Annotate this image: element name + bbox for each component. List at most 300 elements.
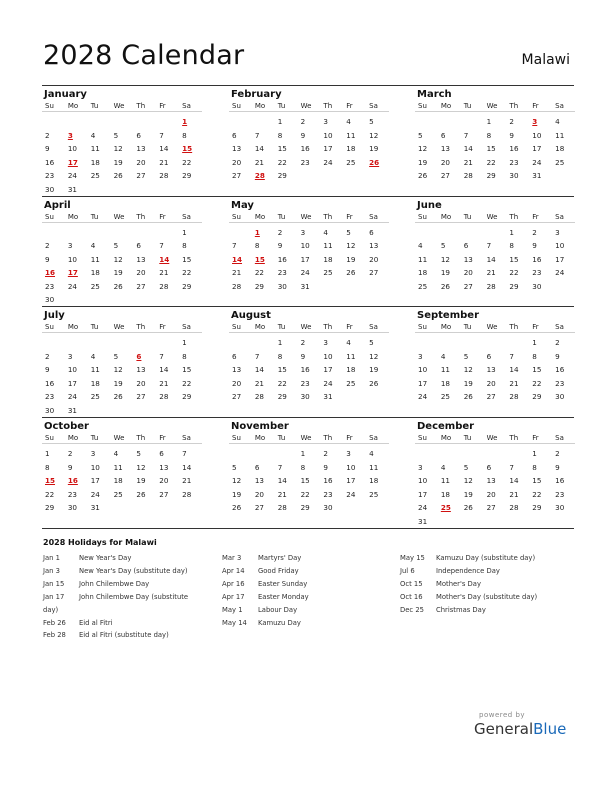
holiday-item xyxy=(222,604,397,617)
calendar-date: 9 xyxy=(277,241,283,251)
calendar-date: 6 xyxy=(159,449,164,459)
holiday-date-label: Jan 1 xyxy=(43,554,60,562)
empty-cell xyxy=(461,226,484,240)
calendar-date: 15 xyxy=(182,365,192,375)
calendar-date: 23 xyxy=(532,268,542,278)
weekday-label: Mo xyxy=(438,433,461,444)
weekday-label: We xyxy=(111,322,134,333)
calendar-date: 18 xyxy=(346,365,356,375)
holiday-date: 6 xyxy=(136,351,142,361)
calendar-date: 21 xyxy=(463,157,473,167)
calendar-date: 10 xyxy=(300,241,310,251)
empty-cell xyxy=(506,447,529,461)
holiday-name: Easter Sunday xyxy=(258,579,308,588)
weekday-label: Su xyxy=(229,322,252,333)
weekday-header xyxy=(229,212,389,226)
calendar-date: 29 xyxy=(182,171,192,180)
calendar-date: 2 xyxy=(300,338,306,348)
empty-cell xyxy=(252,115,275,129)
calendar-date: 24 xyxy=(346,489,356,499)
calendar-date: 28 xyxy=(486,281,496,291)
calendar-date: 26 xyxy=(369,378,379,388)
weekday-label: We xyxy=(484,212,507,223)
calendar-date: 14 xyxy=(463,144,473,153)
calendar-date: 1 xyxy=(509,227,514,237)
empty-cell xyxy=(133,115,156,129)
holiday-date: 26 xyxy=(369,157,380,167)
calendar-date: 12 xyxy=(113,365,123,375)
calendar-date: 5 xyxy=(113,351,119,361)
calendar-date: 6 xyxy=(136,241,141,251)
calendar-date: 20 xyxy=(463,268,473,278)
weekday-label: We xyxy=(484,322,507,333)
weekday-label: Sa xyxy=(179,322,202,333)
holiday-date-label: Apr 14 xyxy=(222,566,245,575)
calendar-date: 27 xyxy=(254,503,264,513)
calendar-date: 14 xyxy=(254,144,264,153)
calendar-date: 21 xyxy=(182,476,192,486)
holiday-date-label: Mar 3 xyxy=(222,554,242,562)
holiday-item xyxy=(400,565,575,578)
holiday-date-label: Dec 25 xyxy=(400,605,424,614)
calendar-date: 2 xyxy=(45,130,50,140)
calendar-date: 30 xyxy=(45,295,55,305)
calendar-date: 21 xyxy=(509,378,519,388)
calendar-date: 16 xyxy=(509,144,519,153)
calendar-date: 10 xyxy=(323,351,333,361)
holiday-date-label: day) xyxy=(43,605,59,614)
calendar-date: 27 xyxy=(369,268,379,278)
calendar-date: 13 xyxy=(232,144,242,153)
calendar-date: 4 xyxy=(90,130,96,140)
calendar-date: 12 xyxy=(136,462,146,472)
calendar-date: 15 xyxy=(532,476,542,486)
calendar-date: 15 xyxy=(532,365,542,375)
calendar-date: 8 xyxy=(486,130,492,140)
weekday-label: Sa xyxy=(552,212,575,223)
weekday-label: Su xyxy=(415,101,438,112)
calendar-date: 30 xyxy=(45,184,55,194)
calendar-date: 23 xyxy=(323,489,333,499)
calendar-date: 2 xyxy=(555,449,560,459)
empty-cell xyxy=(156,226,179,240)
calendar-date: 28 xyxy=(277,503,287,513)
empty-cell xyxy=(88,226,111,240)
calendar-date: 7 xyxy=(463,130,469,140)
calendar-date: 15 xyxy=(300,476,310,486)
holiday-item xyxy=(43,617,218,630)
holiday-date: 16 xyxy=(45,268,56,278)
calendar-date: 1 xyxy=(532,338,537,348)
calendar-date: 14 xyxy=(509,365,519,375)
calendar-date: 9 xyxy=(509,130,514,140)
calendar-date: 23 xyxy=(300,378,310,388)
holiday-name: John Chilembwe Day xyxy=(79,579,150,588)
weekday-label: Mo xyxy=(252,322,275,333)
holiday-date-label: Feb 28 xyxy=(43,631,66,640)
weekday-label: Fr xyxy=(529,101,552,112)
calendar-date: 24 xyxy=(67,392,77,402)
calendar-date: 17 xyxy=(67,378,77,388)
holiday-date-label: May 1 xyxy=(222,605,243,614)
day-grid xyxy=(415,447,575,528)
weekday-label: Sa xyxy=(366,212,389,223)
weekday-label: Mo xyxy=(65,322,88,333)
calendar-date: 13 xyxy=(159,462,169,472)
weekday-label: Fr xyxy=(529,433,552,444)
empty-cell xyxy=(506,336,529,350)
calendar-date: 6 xyxy=(463,241,469,251)
weekday-label: Sa xyxy=(366,322,389,333)
weekday-label: Su xyxy=(229,433,252,444)
brand-general: General xyxy=(474,720,534,738)
day-grid xyxy=(42,115,202,196)
calendar-date: 3 xyxy=(418,462,423,472)
calendar-date: 29 xyxy=(532,392,542,402)
calendar-date: 6 xyxy=(232,130,237,140)
weekday-label: We xyxy=(111,101,134,112)
calendar-date: 17 xyxy=(418,378,428,388)
calendar-date: 18 xyxy=(418,268,428,278)
calendar-date: 20 xyxy=(486,378,496,388)
calendar-date: 24 xyxy=(300,268,310,278)
calendar-date: 31 xyxy=(418,516,428,526)
calendar-date: 9 xyxy=(532,241,537,251)
month-name: June xyxy=(417,199,442,211)
calendar-date: 16 xyxy=(532,254,542,264)
weekday-label: Tu xyxy=(275,212,298,223)
calendar-date: 18 xyxy=(440,378,450,388)
holiday-name: John Chilembwe Day (substitute xyxy=(79,592,189,601)
holiday-name: New Year's Day xyxy=(79,554,132,562)
holiday-date-label: Oct 16 xyxy=(400,592,423,601)
calendar-months xyxy=(42,85,574,529)
weekday-label: Sa xyxy=(366,101,389,112)
calendar-date: 12 xyxy=(418,144,428,153)
calendar-date: 7 xyxy=(159,351,164,361)
calendar-date: 2 xyxy=(67,449,73,459)
calendar-date: 19 xyxy=(463,489,473,499)
day-grid xyxy=(42,447,202,515)
weekday-label: Th xyxy=(320,101,343,112)
weekday-label: Tu xyxy=(275,101,298,112)
calendar-date: 9 xyxy=(45,365,50,375)
calendar-date: 24 xyxy=(532,157,542,167)
calendar-date: 7 xyxy=(159,241,164,251)
calendar-date: 21 xyxy=(254,378,264,388)
empty-cell xyxy=(461,115,484,129)
calendar-date: 28 xyxy=(159,392,169,402)
calendar-date: 21 xyxy=(159,157,169,167)
calendar-date: 4 xyxy=(346,338,351,348)
calendar-date: 24 xyxy=(418,392,428,402)
calendar-date: 22 xyxy=(277,378,287,388)
holiday-item xyxy=(222,578,397,591)
calendar-date: 19 xyxy=(232,489,242,499)
calendar-date: 29 xyxy=(300,503,310,513)
calendar-date: 12 xyxy=(232,476,242,486)
calendar-date: 22 xyxy=(486,157,496,167)
calendar-date: 16 xyxy=(300,144,310,153)
calendar-date: 28 xyxy=(182,489,192,499)
calendar-date: 12 xyxy=(113,144,123,153)
calendar-date: 14 xyxy=(182,462,192,472)
calendar-date: 21 xyxy=(159,268,169,278)
empty-cell xyxy=(156,115,179,129)
weekday-label: Su xyxy=(42,101,65,112)
calendar-date: 30 xyxy=(300,392,310,402)
generalblue-logo[interactable] xyxy=(474,720,566,738)
calendar-date: 17 xyxy=(90,476,100,486)
weekday-label: Fr xyxy=(343,212,366,223)
calendar-date: 18 xyxy=(90,157,100,167)
weekday-header xyxy=(415,433,575,447)
empty-cell xyxy=(438,226,461,240)
weekday-label: Tu xyxy=(461,101,484,112)
holiday-date-label: Jan 15 xyxy=(43,579,65,588)
month-september xyxy=(415,309,575,404)
holiday-name: Kamuzu Day (substitute day) xyxy=(436,554,536,562)
empty-cell xyxy=(461,336,484,350)
weekday-label: Mo xyxy=(65,212,88,223)
holiday-date: 16 xyxy=(67,476,78,486)
calendar-date: 7 xyxy=(277,462,283,472)
calendar-date: 2 xyxy=(45,351,50,361)
page-title: 2028 Calendar xyxy=(43,40,245,71)
calendar-date: 2 xyxy=(45,241,50,251)
calendar-date: 31 xyxy=(300,281,310,291)
month-march xyxy=(415,88,575,183)
holiday-date: 14 xyxy=(232,254,243,264)
weekday-label: Sa xyxy=(552,322,575,333)
day-grid xyxy=(415,115,575,183)
calendar-date: 3 xyxy=(346,449,351,459)
calendar-date: 12 xyxy=(440,254,450,264)
calendar-date: 29 xyxy=(182,392,192,402)
calendar-date: 10 xyxy=(67,254,77,264)
calendar-date: 5 xyxy=(232,462,237,472)
weekday-label: Fr xyxy=(529,212,552,223)
weekday-label: Su xyxy=(415,212,438,223)
calendar-date: 20 xyxy=(486,489,496,499)
calendar-date: 19 xyxy=(113,268,123,278)
calendar-date: 27 xyxy=(159,489,169,499)
holiday-item xyxy=(400,604,575,617)
calendar-date: 18 xyxy=(440,489,450,499)
calendar-date: 21 xyxy=(232,268,242,278)
calendar-date: 8 xyxy=(509,241,514,251)
weekday-label: We xyxy=(298,101,321,112)
holiday-date-label: Apr 16 xyxy=(222,579,245,588)
weekday-label: Fr xyxy=(156,212,179,223)
weekday-label: Sa xyxy=(552,101,575,112)
calendar-date: 1 xyxy=(45,449,50,459)
calendar-date: 5 xyxy=(440,241,446,251)
calendar-date: 12 xyxy=(346,241,356,251)
calendar-date: 8 xyxy=(182,241,187,251)
calendar-date: 17 xyxy=(323,144,333,153)
holiday-name: Mother's Day xyxy=(436,579,481,588)
calendar-date: 22 xyxy=(277,157,287,167)
calendar-date: 22 xyxy=(532,489,542,499)
calendar-date: 4 xyxy=(113,449,119,459)
calendar-date: 12 xyxy=(463,476,473,486)
calendar-date: 26 xyxy=(346,268,356,278)
calendar-date: 28 xyxy=(509,503,519,513)
weekday-label: Mo xyxy=(252,101,275,112)
calendar-date: 8 xyxy=(532,462,537,472)
weekday-label: Tu xyxy=(275,433,298,444)
holiday-date: 28 xyxy=(254,171,265,180)
empty-cell xyxy=(65,336,88,350)
calendar-date: 29 xyxy=(509,281,519,291)
empty-cell xyxy=(88,115,111,129)
month-october xyxy=(42,420,202,515)
empty-cell xyxy=(461,447,484,461)
calendar-date: 21 xyxy=(509,489,519,499)
calendar-date: 27 xyxy=(136,392,146,402)
weekday-label: Tu xyxy=(275,322,298,333)
calendar-date: 6 xyxy=(486,462,492,472)
calendar-date: 10 xyxy=(67,144,77,153)
calendar-date: 2 xyxy=(555,338,560,348)
weekday-label: Fr xyxy=(156,101,179,112)
calendar-date: 8 xyxy=(182,351,187,361)
month-august xyxy=(229,309,389,404)
weekday-label: Tu xyxy=(461,322,484,333)
calendar-date: 10 xyxy=(90,462,100,472)
calendar-date: 7 xyxy=(232,241,237,251)
weekday-label: We xyxy=(298,322,321,333)
calendar-date: 23 xyxy=(277,268,287,278)
calendar-date: 3 xyxy=(67,241,73,251)
calendar-date: 24 xyxy=(323,157,333,167)
country-name: Malawi xyxy=(521,52,570,68)
calendar-date: 3 xyxy=(555,227,560,237)
calendar-date: 12 xyxy=(113,254,123,264)
calendar-date: 17 xyxy=(300,254,310,264)
empty-cell xyxy=(42,336,65,350)
calendar-date: 25 xyxy=(440,392,450,402)
holiday-item xyxy=(43,591,218,604)
calendar-date: 8 xyxy=(254,241,260,251)
weekday-label: Su xyxy=(42,322,65,333)
calendar-date: 21 xyxy=(277,489,287,499)
calendar-date: 28 xyxy=(232,281,242,291)
calendar-date: 11 xyxy=(440,365,450,375)
calendar-date: 22 xyxy=(45,489,55,499)
calendar-date: 3 xyxy=(300,227,306,237)
holiday-date: 1 xyxy=(182,117,188,126)
weekday-label: Th xyxy=(320,212,343,223)
calendar-date: 11 xyxy=(323,241,333,251)
holiday-date: 1 xyxy=(254,227,260,237)
weekday-label: Mo xyxy=(438,212,461,223)
calendar-date: 1 xyxy=(182,338,187,348)
calendar-date: 5 xyxy=(369,117,374,126)
weekday-label: Mo xyxy=(65,101,88,112)
calendar-date: 25 xyxy=(90,171,100,180)
calendar-date: 4 xyxy=(440,462,446,472)
calendar-date: 3 xyxy=(90,449,96,459)
calendar-date: 22 xyxy=(254,268,264,278)
calendar-date: 29 xyxy=(254,281,264,291)
empty-cell xyxy=(438,336,461,350)
calendar-date: 9 xyxy=(323,462,328,472)
empty-cell xyxy=(415,226,438,240)
month-november xyxy=(229,420,389,515)
holiday-date-label: Apr 17 xyxy=(222,592,245,601)
calendar-date: 26 xyxy=(136,489,146,499)
calendar-date: 28 xyxy=(159,281,169,291)
month-name: December xyxy=(417,421,475,433)
calendar-date: 4 xyxy=(369,449,374,459)
calendar-date: 16 xyxy=(45,378,55,388)
calendar-date: 17 xyxy=(323,365,333,375)
calendar-date: 17 xyxy=(346,476,356,486)
calendar-date: 11 xyxy=(346,351,356,361)
weekday-label: Tu xyxy=(88,322,111,333)
calendar-date: 30 xyxy=(532,281,542,291)
calendar-date: 18 xyxy=(346,144,356,153)
calendar-date: 3 xyxy=(418,351,423,361)
calendar-date: 21 xyxy=(486,268,496,278)
calendar-date: 5 xyxy=(113,241,119,251)
calendar-date: 1 xyxy=(486,117,492,126)
holiday-item xyxy=(43,578,218,591)
weekday-label: Fr xyxy=(343,433,366,444)
calendar-date: 29 xyxy=(277,392,287,402)
calendar-date: 16 xyxy=(323,476,333,486)
calendar-date: 23 xyxy=(555,378,565,388)
month-row xyxy=(42,85,574,196)
calendar-date: 27 xyxy=(136,281,146,291)
weekday-label: We xyxy=(111,433,134,444)
calendar-date: 17 xyxy=(555,254,565,264)
month-name: March xyxy=(417,89,452,100)
holiday-name: Eid al Fitri xyxy=(79,618,113,627)
calendar-date: 15 xyxy=(277,144,287,153)
calendar-date: 24 xyxy=(323,378,333,388)
day-grid xyxy=(42,336,202,417)
holiday-item xyxy=(222,565,397,578)
day-grid xyxy=(415,226,575,294)
weekday-header xyxy=(42,433,202,447)
calendar-date: 14 xyxy=(254,365,264,375)
calendar-date: 31 xyxy=(67,184,77,194)
weekday-label: Su xyxy=(229,101,252,112)
calendar-date: 1 xyxy=(532,449,537,459)
calendar-date: 20 xyxy=(136,157,146,167)
calendar-date: 22 xyxy=(532,378,542,388)
calendar-date: 5 xyxy=(463,351,469,361)
month-december xyxy=(415,420,575,528)
calendar-date: 10 xyxy=(555,241,565,251)
calendar-date: 6 xyxy=(486,351,492,361)
month-name: September xyxy=(417,310,479,322)
weekday-label: Sa xyxy=(179,433,202,444)
calendar-date: 3 xyxy=(323,338,328,348)
calendar-date: 27 xyxy=(486,392,496,402)
calendar-date: 23 xyxy=(509,157,519,167)
weekday-label: Su xyxy=(415,433,438,444)
holiday-date: 17 xyxy=(67,268,78,278)
calendar-date: 31 xyxy=(67,405,77,415)
calendar-date: 11 xyxy=(555,130,565,140)
calendar-date: 19 xyxy=(440,268,450,278)
calendar-date: 10 xyxy=(346,462,356,472)
weekday-label: Th xyxy=(320,433,343,444)
